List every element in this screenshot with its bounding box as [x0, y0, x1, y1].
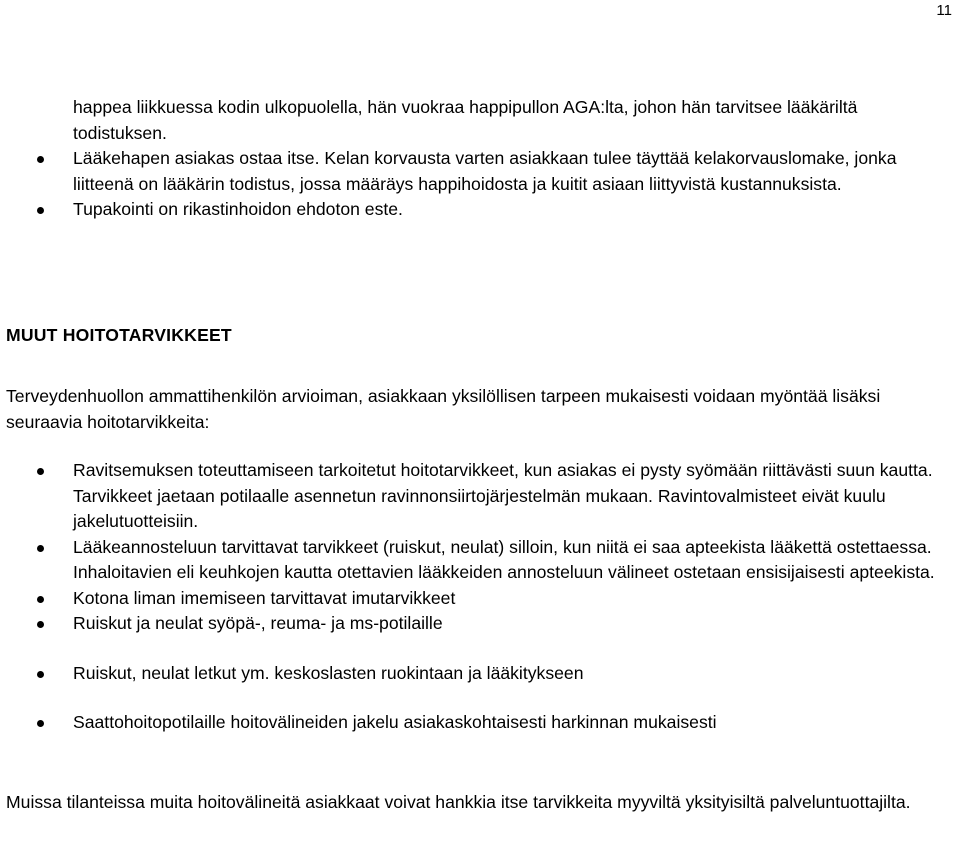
bullet-icon — [37, 207, 44, 214]
list-item-text: Ruiskut ja neulat syöpä-, reuma- ja ms-potilaille — [73, 613, 443, 633]
closing-paragraph: Muissa tilanteissa muita hoitovälineitä asiakkaat voivat hankkia itse tarvikkeita myyviltä yksityisiltä palveluntuottajilta. — [6, 792, 911, 812]
list-item — [6, 661, 956, 687]
list-item — [6, 197, 956, 223]
list-item-text: happea liikkuessa kodin ulkopuolella, hän vuokraa happipullon AGA:lta, johon hän tarvitsee lääkäriltä todistuksen. — [73, 97, 858, 143]
list-item-continuation — [6, 95, 956, 146]
list-item-text: Lääkehapen asiakas ostaa itse. Kelan korvausta varten asiakkaan tulee täyttää kelakorvauslomake, jonka liitteenä on lääkärin todistus, jossa määräys happihoidosta ja kuitit asiaan liittyvistä kustannuksista. — [73, 148, 897, 194]
bullet-icon — [37, 720, 44, 727]
list-item — [6, 611, 956, 637]
top-bullet-list — [6, 95, 956, 223]
list-item-text: Ruiskut, neulat letkut ym. keskoslasten ruokintaan ja lääkitykseen — [73, 662, 584, 683]
bullet-icon — [37, 545, 44, 552]
list-item — [6, 586, 956, 612]
list-item-text: Kotona liman imemiseen tarvittavat imutarvikkeet — [73, 587, 456, 608]
page-number: 11 — [936, 2, 952, 19]
list-item-text: Ravitsemuksen toteuttamiseen tarkoitetut hoitotarvikkeet, kun asiakas ei pysty syömään riittävästi suun kautta. Tarvikkeet jaetaan potilaalle asennetun ravinnonsiirtojärjestelmän mukaan. Ravintovalmisteet eivät kuulu jakelutuotteisiin. — [73, 460, 933, 531]
bullet-icon — [37, 156, 44, 163]
bullet-icon — [37, 671, 44, 678]
list-item-text: Tupakointi on rikastinhoidon ehdoton este. — [73, 199, 403, 219]
section-heading: MUUT HOITOTARVIKKEET — [6, 325, 232, 345]
list-item — [6, 710, 956, 736]
list-item-text: Lääkeannosteluun tarvittavat tarvikkeet (ruiskut, neulat) silloin, kun niitä ei saa apteekista lääkettä ostettaessa. Inhaloitavien eli keuhkojen kautta otettavien lääkkeiden annosteluun välineet ostetaan ensisijaisesti apteekista. — [73, 536, 935, 582]
bullet-icon — [37, 621, 44, 628]
supplies-bullet-list — [6, 458, 956, 736]
list-item-text: Saattohoitopotilaille hoitovälineiden jakelu asiakaskohtaisesti harkinnan mukaisesti — [73, 712, 717, 732]
list-item — [6, 146, 956, 197]
list-item — [6, 535, 956, 586]
bullet-icon — [37, 468, 44, 475]
list-item — [6, 458, 956, 535]
section-intro: Terveydenhuollon ammattihenkilön arvioiman, asiakkaan yksilöllisen tarpeen mukaisesti voidaan myöntää lisäksi seuraavia hoitotarvikkeita: — [6, 386, 881, 432]
bullet-icon — [37, 596, 44, 603]
